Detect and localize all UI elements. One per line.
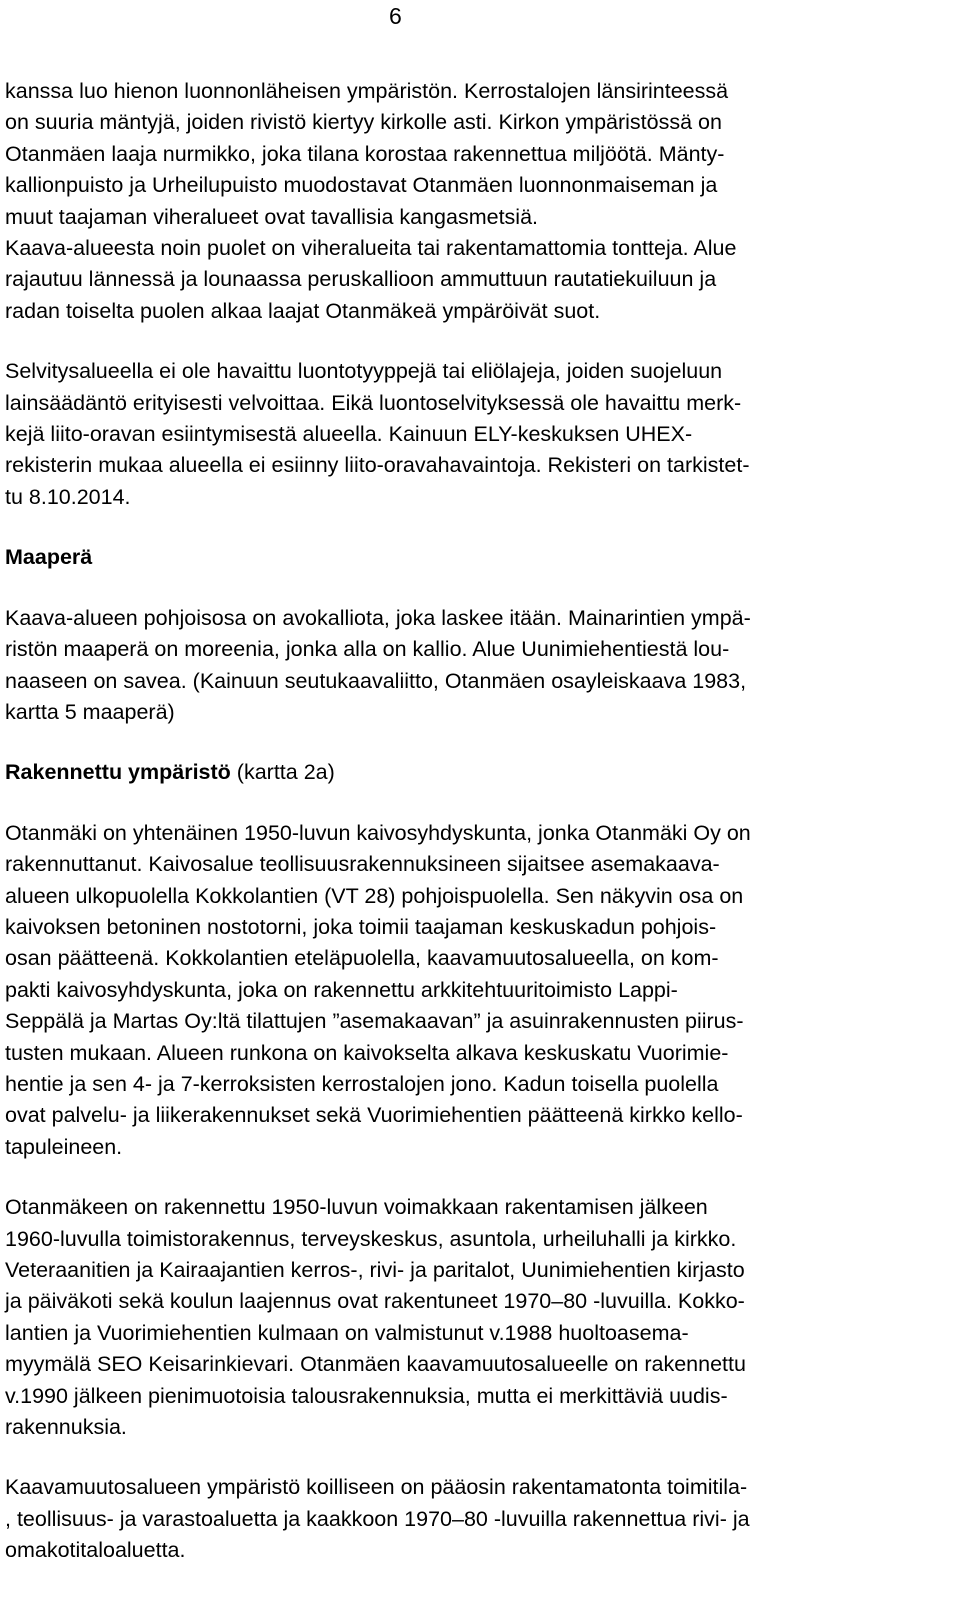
text-line: naaseen on savea. (Kainuun seutukaavaliitto, Otanmäen osayleiskaava 1983, bbox=[5, 668, 747, 693]
text-line: tu 8.10.2014. bbox=[5, 484, 131, 509]
paragraph-survey-findings bbox=[5, 356, 949, 513]
page-number: 6 bbox=[389, 3, 402, 29]
text-line: Kaavamuutosalueen ympäristö koilliseen on pääosin rakentamatonta toimitila- bbox=[5, 1475, 748, 1500]
text-line: Otanmäkeen on rakennettu 1950-luvun voimakkaan rakentamisen jälkeen bbox=[5, 1195, 708, 1220]
paragraph-soil bbox=[5, 603, 949, 729]
paragraph-mining-community bbox=[5, 818, 949, 1163]
heading-rakennettu-title: Rakennettu ympäristö bbox=[5, 760, 231, 785]
heading-maapera: Maaperä bbox=[5, 545, 93, 570]
text-line: ja päiväkoti sekä koulun laajennus ovat rakentuneet 1970–80 -luvuilla. Kokko- bbox=[5, 1289, 745, 1314]
text-line: Kaava-alueesta noin puolet on viheralueita tai rakentamattomia tontteja. Alue bbox=[5, 236, 737, 261]
paragraph-gap bbox=[5, 789, 949, 818]
text-line: ovat palvelu- ja liikerakennukset sekä Vuorimiehentien päätteenä kirkko kello- bbox=[5, 1103, 743, 1128]
text-line: Otanmäki on yhtenäinen 1950-luvun kaivosyhdyskunta, jonka Otanmäki Oy on bbox=[5, 820, 751, 845]
text-line: 1960-luvulla toimistorakennus, terveyskeskus, asuntola, urheiluhalli ja kirkko. bbox=[5, 1226, 737, 1251]
text-line: rajautuu lännessä ja lounaassa peruskallioon ammuttuun rautatiekuiluun ja bbox=[5, 267, 717, 292]
paragraph-later-construction bbox=[5, 1192, 949, 1443]
text-line: Veteraanitien ja Kairaajantien kerros-, rivi- ja paritalot, Uunimiehentien kirjasto bbox=[5, 1258, 745, 1282]
text-line: Kaava-alueen pohjoisosa on avokalliota, joka laskee itään. Mainarintien ympä- bbox=[5, 605, 751, 630]
text-line: muut taajaman viheralueet ovat tavallisia kangasmetsiä. bbox=[5, 204, 539, 229]
heading-map-reference: (kartta 2a) bbox=[230, 760, 335, 785]
text-line: alueen ulkopuolella Kokkolantien (VT 28) pohjoispuolella. Sen näkyvin osa on bbox=[5, 883, 744, 908]
paragraph-gap bbox=[5, 513, 949, 542]
text-line: pakti kaivosyhdyskunta, joka on rakennettu arkkitehtuuritoimisto Lappi- bbox=[5, 977, 678, 1002]
text-line: kallionpuisto ja Urheilupuisto muodostavat Otanmäen luonnonmaiseman ja bbox=[5, 173, 718, 198]
paragraph-surroundings-northeast bbox=[5, 1472, 949, 1566]
paragraph-gap bbox=[5, 728, 949, 757]
text-line: hentie ja sen 4- ja 7-kerroksisten kerrostalojen jono. Kadun toisella puolella bbox=[5, 1071, 719, 1096]
text-line: ristön maaperä on moreenia, jonka alla on kallio. Alue Uunimiehentiestä lou- bbox=[5, 637, 730, 662]
text-line: v.1990 jälkeen pienimuotoisia talousrakennuksia, mutta ei merkittäviä uudis- bbox=[5, 1383, 728, 1408]
text-line: kanssa luo hienon luonnonläheisen ympäristön. Kerrostalojen länsirinteessä bbox=[5, 79, 729, 103]
paragraph-gap bbox=[5, 327, 949, 356]
text-line: rakennuttanut. Kaivosalue teollisuusrakennuksineen sijaitsee asemakaava- bbox=[5, 852, 720, 877]
text-line: , teollisuus- ja varastoaluetta ja kaakkoon 1970–80 -luvuilla rakennettua rivi- ja bbox=[5, 1506, 750, 1531]
text-line: kartta 5 maaperä) bbox=[5, 699, 175, 724]
heading-rakennettu-ymparisto bbox=[5, 757, 949, 788]
text-line: on suuria mäntyjä, joiden rivistö kiertyy kirkolle asti. Kirkon ympäristössä on bbox=[5, 110, 722, 135]
text-line: rekisterin mukaa alueella ei esiinny liito-oravahavaintoja. Rekisteri on tarkistet- bbox=[5, 453, 750, 478]
paragraph-gap bbox=[5, 574, 949, 603]
text-line: myymälä SEO Keisarinkievari. Otanmäen kaavamuutosalueelle on rakennettu bbox=[5, 1352, 746, 1377]
paragraph-gap bbox=[5, 1443, 949, 1472]
text-line: rakennuksia. bbox=[5, 1415, 127, 1440]
text-line: tapuleineen. bbox=[5, 1134, 123, 1159]
text-line: lainsäädäntö erityisesti velvoittaa. Eikä luontoselvityksessä ole havaittu merk- bbox=[5, 390, 742, 415]
text-line: osan päätteenä. Kokkolantien eteläpuolella, kaavamuutosalueella, on kom- bbox=[5, 946, 719, 971]
text-line: Selvitysalueella ei ole havaittu luontotyyppejä tai eliölajeja, joiden suojeluun bbox=[5, 359, 723, 384]
text-line: kaivoksen betoninen nostotorni, joka toimii taajaman keskuskadun pohjois- bbox=[5, 914, 717, 939]
paragraph-gap bbox=[5, 1163, 949, 1192]
text-line: Seppälä ja Martas Oy:ltä tilattujen ”asemakaavan” ja asuinrakennusten piirus- bbox=[5, 1009, 744, 1034]
text-line: omakotitaloaluetta. bbox=[5, 1538, 186, 1563]
paragraph-nature-surroundings bbox=[5, 76, 949, 327]
text-line: Otanmäen laaja nurmikko, joka tilana korostaa rakennettua miljöötä. Mänty- bbox=[5, 141, 725, 166]
text-line: lantien ja Vuorimiehentien kulmaan on valmistunut v.1988 huoltoasema- bbox=[5, 1320, 689, 1345]
text-line: radan toiselta puolen alkaa laajat Otanmäkeä ympäröivät suot. bbox=[5, 298, 601, 323]
text-line: kejä liito-oravan esiintymisestä alueella. Kainuun ELY-keskuksen UHEX- bbox=[5, 422, 693, 447]
text-line: tusten mukaan. Alueen runkona on kaivokselta alkava keskuskatu Vuorimie- bbox=[5, 1040, 729, 1065]
document-body bbox=[5, 76, 949, 1567]
